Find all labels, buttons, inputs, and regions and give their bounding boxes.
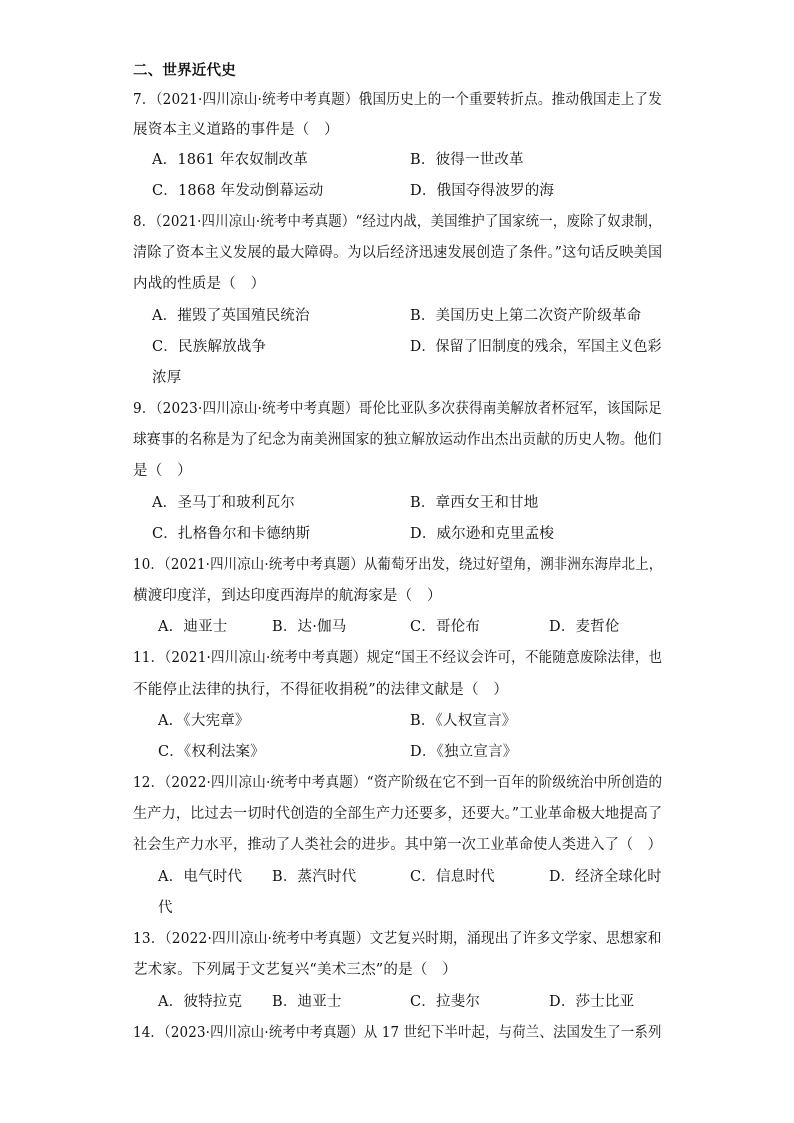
question-10-option-c: C．哥伦布 [410,619,481,635]
question-13-option-c: C．拉斐尔 [410,994,481,1010]
question-9-option-a: A．圣马丁和玻利瓦尔 [152,495,295,511]
question-13-option-d: D．莎士比亚 [549,994,635,1010]
question-11-line-2: 不能停止法律的执行，不得征收捐税”的法律文献是（ ） [133,682,509,698]
question-7-option-a: A．1861 年农奴制改革 [152,152,309,168]
question-11-option-c: C．《权利法案》 [158,744,265,760]
question-7-line-1: 7．（2021·四川凉山·统考中考真题）俄国历史上的一个重要转折点。推动俄国走上了发 [133,92,662,108]
question-13-option-a: A．彼特拉克 [158,994,243,1010]
question-9-option-b: B．章西女王和甘地 [410,495,539,511]
question-8-option-b: B．美国历史上第二次资产阶级革命 [410,308,642,324]
question-8-option-continuation: 浓厚 [152,370,182,386]
question-10-line-1: 10．（2021·四川凉山·统考中考真题）从葡萄牙出发，绕过好望角，溯非洲东海岸北上， [133,557,663,573]
question-11-line-1: 11．（2021·四川凉山·统考中考真题）规定“国王不经议会许可，不能随意废除法律，也 [133,650,663,666]
question-9-line-3: 是（ ） [133,463,192,479]
question-12-option-b: B．蒸汽时代 [272,869,357,885]
question-12-option-c: C．信息时代 [410,869,495,885]
question-12-line-3: 社会生产力水平，推动了人类社会的进步。其中第一次工业革命使人类进入了（ ） [133,837,662,853]
question-10-line-2: 横渡印度洋，到达印度西海岸的航海家是（ ） [133,588,442,604]
question-10-option-b: B．达·伽马 [272,619,347,635]
section-title: 二、世界近代史 [133,62,236,79]
question-12-option-d: D．经济全球化时 [549,869,662,885]
question-7-line-2: 展资本主义道路的事件是（ ） [133,122,339,138]
question-10-option-d: D．麦哲伦 [549,619,620,635]
question-13-line-2: 艺术家。下列属于文艺复兴“美术三杰”的是（ ） [133,962,457,978]
question-8-line-2: 清除了资本主义发展的最大障碍。为以后经济迅速发展创造了条件。”这句话反映美国 [133,245,663,261]
question-11-option-a: A．《大宪章》 [158,713,250,729]
question-8-line-1: 8．（2021·四川凉山·统考中考真题）“经过内战，美国维护了国家统一，废除了奴隶制， [133,214,662,230]
question-8-option-a: A．摧毁了英国殖民统治 [152,308,310,324]
question-11-option-d: D．《独立宣言》 [410,744,518,760]
question-12-option-a: A．电气时代 [158,869,243,885]
question-12-option-continuation: 代 [158,900,173,916]
question-12-line-2: 生产力，比过去一切时代创造的全部生产力还要多，还要大。”工业革命极大地提高了 [133,806,663,822]
question-11-option-b: B．《人权宣言》 [410,713,517,729]
question-9-option-d: D．威尔逊和克里孟梭 [410,526,555,542]
question-8-option-d: D．保留了旧制度的残余，军国主义色彩 [410,339,662,355]
question-7-option-c: C．1868 年发动倒幕运动 [152,183,324,199]
question-14-line-1: 14．（2023·四川凉山·统考中考真题）从 17 世纪下半叶起，与荷兰、法国发生了一系列 [133,1025,662,1041]
question-10-option-a: A．迪亚士 [158,619,228,635]
question-8-line-3: 内战的性质是（ ） [133,276,266,292]
question-9-line-2: 球赛事的名称是为了纪念为南美洲国家的独立解放运动作出杰出贡献的历史人物。他们 [133,432,662,448]
question-9-line-1: 9．（2023·四川凉山·统考中考真题）哥伦比亚队多次获得南美解放者杯冠军，该国际足 [133,401,662,417]
question-7-option-b: B．彼得一世改革 [410,152,524,168]
question-7-option-d: D．俄国夺得波罗的海 [410,183,555,199]
question-9-option-c: C．扎格鲁尔和卡德纳斯 [152,526,311,542]
question-13-line-1: 13．（2022·四川凉山·统考中考真题）文艺复兴时期，涌现出了许多文学家、思想家和 [133,931,662,947]
question-8-option-c: C．民族解放战争 [152,339,267,355]
question-12-line-1: 12．（2022·四川凉山·统考中考真题）“资产阶级在它不到一百年的阶级统治中所创造的 [133,775,663,791]
question-13-option-b: B．迪亚士 [272,994,342,1010]
